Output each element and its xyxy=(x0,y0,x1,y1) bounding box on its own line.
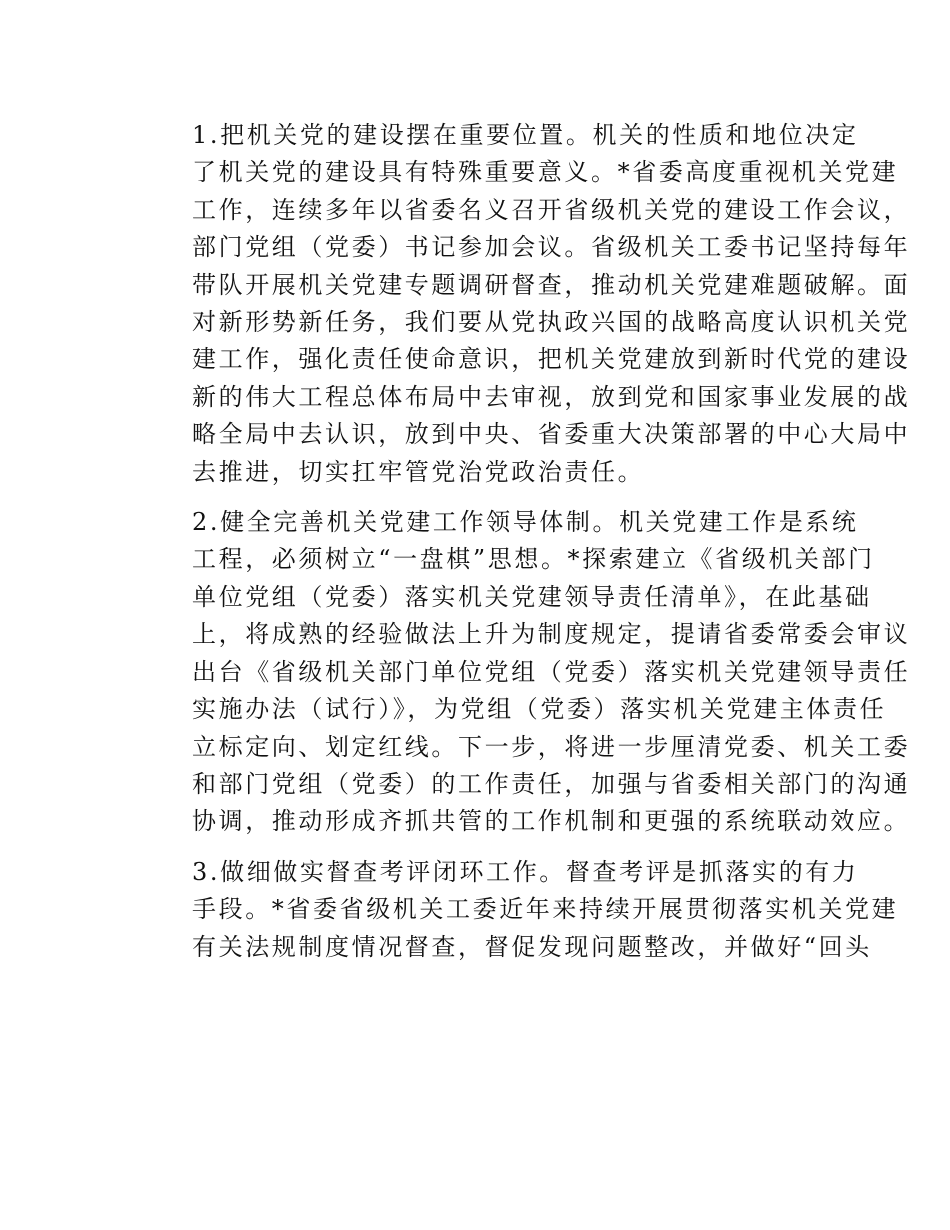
text-line: 新的伟大工程总体布局中去审视，放到党和国家事业发展的战 xyxy=(192,382,911,411)
text-line: 和部门党组（党委）的工作责任，加强与省委相关部门的沟通 xyxy=(192,769,911,798)
text-line: 去推进，切实扛牢管党治党政治责任。 xyxy=(192,457,645,486)
text-line: 实施办法（试行）》，为党组（党委）落实机关党建主体责任 xyxy=(192,695,887,724)
text-line: 出台《省级机关部门单位党组（党委）落实机关党建领导责任 xyxy=(192,657,911,686)
text-line: 建工作，强化责任使命意识，把机关党建放到新时代党的建设 xyxy=(192,345,911,374)
text-line: 1.把机关党的建设摆在重要位置。机关的性质和地位决定 xyxy=(192,121,859,149)
document-body xyxy=(143,117,911,966)
paragraph-3 xyxy=(143,854,899,966)
paragraph-1 xyxy=(143,117,911,491)
text-line: 2.健全完善机关党建工作领导体制。机关党建工作是系统 xyxy=(192,508,859,537)
text-line: 略全局中去认识，放到中央、省委重大决策部署的中心大局中 xyxy=(192,420,911,449)
text-line: 3.做细做实督查考评闭环工作。督查考评是抓落实的有力 xyxy=(192,857,859,886)
text-line: 了机关党的建设具有特殊重要意义。*省委高度重视机关党建 xyxy=(192,158,899,187)
text-line: 有关法规制度情况督查，督促发现问题整改，并做好“回头 xyxy=(192,932,872,961)
text-line: 协调，推动形成齐抓共管的工作机制和更强的系统联动效应。 xyxy=(192,807,911,836)
paragraph-2 xyxy=(143,504,911,841)
text-line: 对新形势新任务，我们要从党执政兴国的战略高度认识机关党 xyxy=(192,308,911,337)
text-line: 上，将成熟的经验做法上升为制度规定，提请省委常委会审议 xyxy=(192,620,911,649)
text-line: 立标定向、划定红线。下一步，将进一步厘清党委、机关工委 xyxy=(192,732,911,761)
text-line: 单位党组（党委）落实机关党建领导责任清单》，在此基础 xyxy=(192,582,872,611)
text-line: 工作，连续多年以省委名义召开省级机关党的建设工作会议， xyxy=(192,195,911,224)
text-line: 部门党组（党委）书记参加会议。省级机关工委书记坚持每年 xyxy=(192,233,911,262)
text-line: 工程，必须树立“一盘棋”思想。*探索建立《省级机关部门 xyxy=(192,545,875,574)
text-line: 带队开展机关党建专题调研督查，推动机关党建难题破解。面 xyxy=(192,270,911,299)
text-line: 手段。*省委省级机关工委近年来持续开展贯彻落实机关党建 xyxy=(192,895,899,924)
